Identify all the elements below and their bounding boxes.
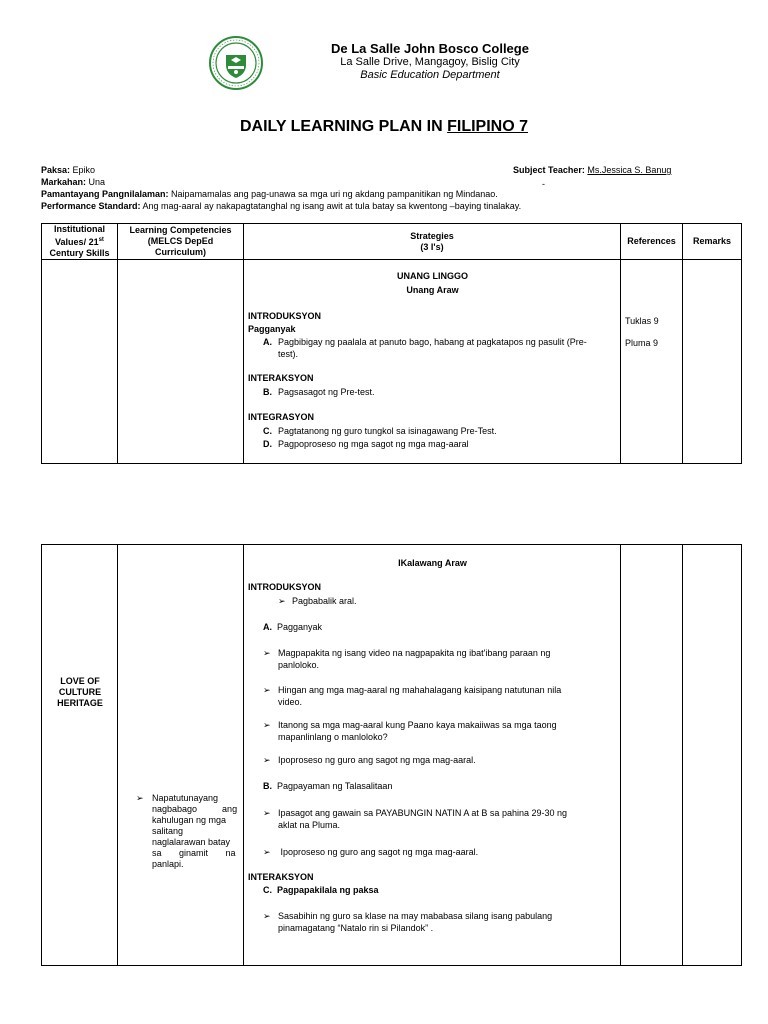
interaksyon-heading: INTERAKSYON [248, 373, 314, 383]
pagganyak-heading: Pagganyak [248, 324, 296, 334]
competency-line: Napatutunayang [152, 793, 219, 803]
item-b-text: Pagpayaman ng Talasalitaan [277, 781, 393, 791]
lesson-table-day1 [41, 223, 742, 464]
competency-text [152, 793, 240, 870]
reference-item: Pluma 9 [625, 338, 659, 348]
item-a-text: Pagganyak [277, 622, 323, 632]
header-values [42, 224, 118, 260]
stray-dash: - [542, 179, 545, 189]
introduksyon-heading: INTRODUKSYON [248, 582, 322, 592]
pamantayan-value: Naipamamalas ang pag-unawa sa mga uri ng akdang pampanitikan ng Mindanao. [168, 189, 498, 199]
values-line: HERITAGE [57, 698, 103, 708]
week-heading: UNANG LINGGO [397, 271, 468, 281]
values-cell [42, 545, 118, 966]
performance-value: Ang mag-aaral ay nakapagtatanghal ng isang awit at tula batay sa kwentong –baying tinalakay. [140, 201, 522, 211]
item-b-text: Pagsasagot ng Pre-test. [278, 387, 375, 397]
competency-line: nagbabago ang [152, 804, 238, 814]
department-name: Basic Education Department [360, 69, 500, 81]
teacher-line [513, 165, 671, 175]
interaksyon-heading: INTERAKSYON [248, 872, 314, 882]
header-comp-l2: (MELCS DepEd [147, 236, 214, 246]
item-a-label: A. [263, 337, 272, 347]
bullet-text: pinamagatang “Natalo rin si Pilandok” . [278, 923, 434, 933]
header-strat-l2: (3 I's) [420, 241, 444, 252]
markahan-value: Una [86, 177, 106, 187]
item-d-text: Pagpoproseso ng mga sagot ng mga mag-aaral [278, 439, 469, 449]
arrow-bullet-icon: ➢ [136, 793, 144, 803]
arrow-bullet-icon: ➢ [263, 808, 271, 818]
item-a-label: A. [263, 622, 272, 632]
references-cell [621, 545, 683, 966]
bullet-text: Magpapakita ng isang video na nagpapakita ng ibat'ibang paraan ng [278, 648, 551, 658]
item-a-text-1: Pagbibigay ng paalala at panuto bago, habang at pagkatapos ng pasulit (Pre- [278, 337, 587, 347]
header-values-sup: st [98, 237, 104, 243]
bullet-text: Ipasagot ang gawain sa PAYABUNGIN NATIN A at B sa pahina 29-30 ng [278, 808, 567, 818]
arrow-bullet-icon: ➢ [263, 755, 271, 765]
arrow-bullet-icon: ➢ [278, 596, 286, 606]
competency-line: salitang [152, 826, 184, 836]
strategies-cell [244, 545, 621, 966]
table-header-row [42, 224, 742, 260]
values-line: CULTURE [58, 687, 102, 697]
competency-line: panlapi. [152, 859, 184, 869]
header-strategies [244, 224, 621, 260]
integrasyon-heading: INTEGRASYON [248, 412, 315, 422]
remarks-cell [683, 260, 742, 464]
bullet-text: mapanlinlang o manloloko? [278, 732, 388, 742]
bullet-text: Hingan ang mga mag-aaral ng mahahalagang kaisipang natutunan nila [278, 685, 562, 695]
teacher-name: Ms.Jessica S. Banug [587, 165, 672, 175]
values-line: LOVE OF [60, 676, 100, 686]
performance-line [41, 201, 521, 212]
competency-line: sa ginamit na [152, 848, 236, 858]
item-c-text: Pagtatanong ng guro tungkol sa isinagawang Pre-Test. [278, 426, 497, 436]
markahan-line [41, 177, 105, 188]
reference-item: Tuklas 9 [625, 316, 659, 326]
arrow-bullet-icon: ➢ [263, 911, 271, 921]
introduksyon-heading: INTRODUKSYON [248, 311, 322, 321]
header-comp-l1: Learning Competencies [129, 225, 232, 235]
header-references: References [621, 224, 683, 260]
arrow-bullet-icon: ➢ [263, 648, 271, 658]
item-d-label: D. [263, 439, 272, 449]
bullet-text: panloloko. [278, 660, 320, 670]
lesson-table-day2 [41, 544, 742, 966]
day-heading: IKalawang Araw [398, 558, 467, 568]
bullet-text: Sasabihin ng guro sa klase na may mababasa silang isang pabulang [278, 911, 553, 921]
header-values-l3: Century Skills [49, 248, 110, 258]
paksa-value: Epiko [70, 165, 96, 175]
performance-label: Performance Standard: [41, 201, 141, 211]
bullet-text: Ipoproseso ng guro ang sagot ng mga mag-aaral. [278, 847, 479, 857]
item-b-label: B. [263, 387, 272, 397]
header-strat-l1: Strategies [410, 230, 454, 241]
arrow-bullet-icon: ➢ [263, 847, 271, 857]
table-row [42, 545, 742, 966]
competencies-cell [118, 545, 244, 966]
item-c-label: C. [263, 885, 272, 895]
header-values-l1: Institutional [54, 224, 105, 234]
table-row [42, 260, 742, 464]
pamantayan-label: Pamantayang Pangnilalaman: [41, 189, 169, 199]
remarks-cell [683, 545, 742, 966]
bullet-text: video. [278, 697, 303, 707]
item-a-text-2: test). [278, 349, 299, 359]
strategies-cell [244, 260, 621, 464]
competency-line: kahulugan ng mga [152, 815, 227, 825]
item-c-label: C. [263, 426, 272, 436]
paksa-line [41, 165, 95, 176]
references-cell [621, 260, 683, 464]
header-values-l2: Values/ 21 [55, 237, 99, 247]
teacher-label: Subject Teacher: [513, 165, 585, 175]
item-c-text: Pagpapakilala ng paksa [277, 885, 379, 895]
day-heading: Unang Araw [406, 285, 459, 295]
bullet-text: Itanong sa mga mag-aaral kung Paano kaya makaiiwas sa mga taong [278, 720, 557, 730]
balik-aral-text: Pagbabalik aral. [292, 596, 357, 606]
competencies-cell [118, 260, 244, 464]
arrow-bullet-icon: ➢ [263, 720, 271, 730]
bullet-text: aklat na Pluma. [278, 820, 341, 830]
title-prefix: DAILY LEARNING PLAN IN [239, 118, 448, 135]
values-cell [42, 260, 118, 464]
bullet-text: Ipoproseso ng guro ang sagot ng mga mag-aaral. [278, 755, 476, 765]
item-b-label: B. [263, 781, 272, 791]
school-address: La Salle Drive, Mangagoy, Bislig City [340, 56, 520, 68]
competency-line: naglalarawan batay [152, 837, 231, 847]
markahan-label: Markahan: [41, 177, 87, 187]
school-header [250, 41, 610, 82]
arrow-bullet-icon: ➢ [263, 685, 271, 695]
paksa-label: Paksa: [41, 165, 71, 175]
pamantayan-line [41, 189, 498, 200]
header-remarks: Remarks [683, 224, 742, 260]
header-comp-l3: Curriculum) [154, 247, 206, 257]
title-subject: FILIPINO 7 [447, 118, 529, 135]
school-name: De La Salle John Bosco College [331, 41, 529, 56]
page-title [0, 118, 768, 136]
header-competencies [118, 224, 244, 260]
